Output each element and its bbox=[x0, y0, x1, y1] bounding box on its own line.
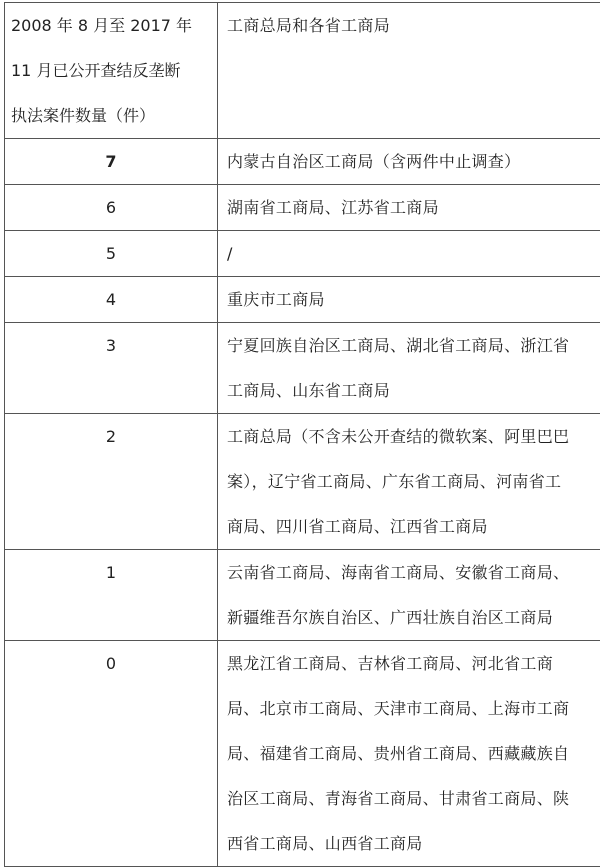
agency-line: 局、福建省工商局、贵州省工商局、西藏藏族自 bbox=[227, 744, 570, 763]
agency-line: 治区工商局、青海省工商局、甘肃省工商局、陕 bbox=[227, 789, 570, 808]
agency-line: 局、北京市工商局、天津市工商局、上海市工商 bbox=[227, 699, 570, 718]
agency-line: 商局、四川省工商局、江西省工商局 bbox=[227, 517, 488, 536]
case-count-cell: 6 bbox=[5, 185, 218, 231]
agency-cell bbox=[218, 550, 600, 641]
table-row bbox=[5, 550, 600, 641]
header-agency-text: 工商总局和各省工商局 bbox=[227, 16, 391, 35]
agency-line: 工商局、山东省工商局 bbox=[227, 381, 391, 400]
case-count-cell: 1 bbox=[5, 550, 218, 641]
agency-cell bbox=[218, 641, 600, 867]
header-agency bbox=[218, 3, 600, 139]
table-row bbox=[5, 641, 600, 867]
table-row bbox=[5, 277, 600, 323]
header-case-count-line: 执法案件数量（件） bbox=[11, 106, 156, 125]
agency-cell bbox=[218, 277, 600, 323]
agency-line: / bbox=[227, 244, 233, 263]
header-case-count-line: 11 月已公开查结反垄断 bbox=[11, 61, 181, 80]
case-count-cell: 5 bbox=[5, 231, 218, 277]
header-case-count bbox=[5, 3, 218, 139]
agency-cell bbox=[218, 414, 600, 550]
agency-cell bbox=[218, 139, 600, 185]
agency-cell bbox=[218, 231, 600, 277]
table-row bbox=[5, 185, 600, 231]
agency-line: 宁夏回族自治区工商局、湖北省工商局、浙江省 bbox=[227, 336, 570, 355]
case-count-cell: 4 bbox=[5, 277, 218, 323]
agency-line: 云南省工商局、海南省工商局、安徽省工商局、 bbox=[227, 563, 570, 582]
case-count-cell: 7 bbox=[5, 139, 218, 185]
agency-line: 新疆维吾尔族自治区、广西壮族自治区工商局 bbox=[227, 608, 554, 627]
agency-cell bbox=[218, 323, 600, 414]
agency-line: 工商总局（不含未公开查结的微软案、阿里巴巴 bbox=[227, 427, 570, 446]
table-row bbox=[5, 139, 600, 185]
table-row bbox=[5, 323, 600, 414]
antitrust-cases-table bbox=[4, 2, 600, 867]
case-count-cell: 0 bbox=[5, 641, 218, 867]
table-header-row bbox=[5, 3, 600, 139]
agency-line: 湖南省工商局、江苏省工商局 bbox=[227, 198, 439, 217]
agency-line: 重庆市工商局 bbox=[227, 290, 325, 309]
agency-line: 案），辽宁省工商局、广东省工商局、河南省工 bbox=[227, 472, 562, 491]
agency-line: 内蒙古自治区工商局（含两件中止调查） bbox=[227, 152, 521, 171]
case-count-cell: 2 bbox=[5, 414, 218, 550]
table-row bbox=[5, 231, 600, 277]
agency-line: 西省工商局、山西省工商局 bbox=[227, 834, 423, 853]
header-case-count-line: 2008 年 8 月至 2017 年 bbox=[11, 16, 193, 35]
agency-cell bbox=[218, 185, 600, 231]
table-row bbox=[5, 414, 600, 550]
agency-line: 黑龙江省工商局、吉林省工商局、河北省工商 bbox=[227, 654, 554, 673]
case-count-cell: 3 bbox=[5, 323, 218, 414]
